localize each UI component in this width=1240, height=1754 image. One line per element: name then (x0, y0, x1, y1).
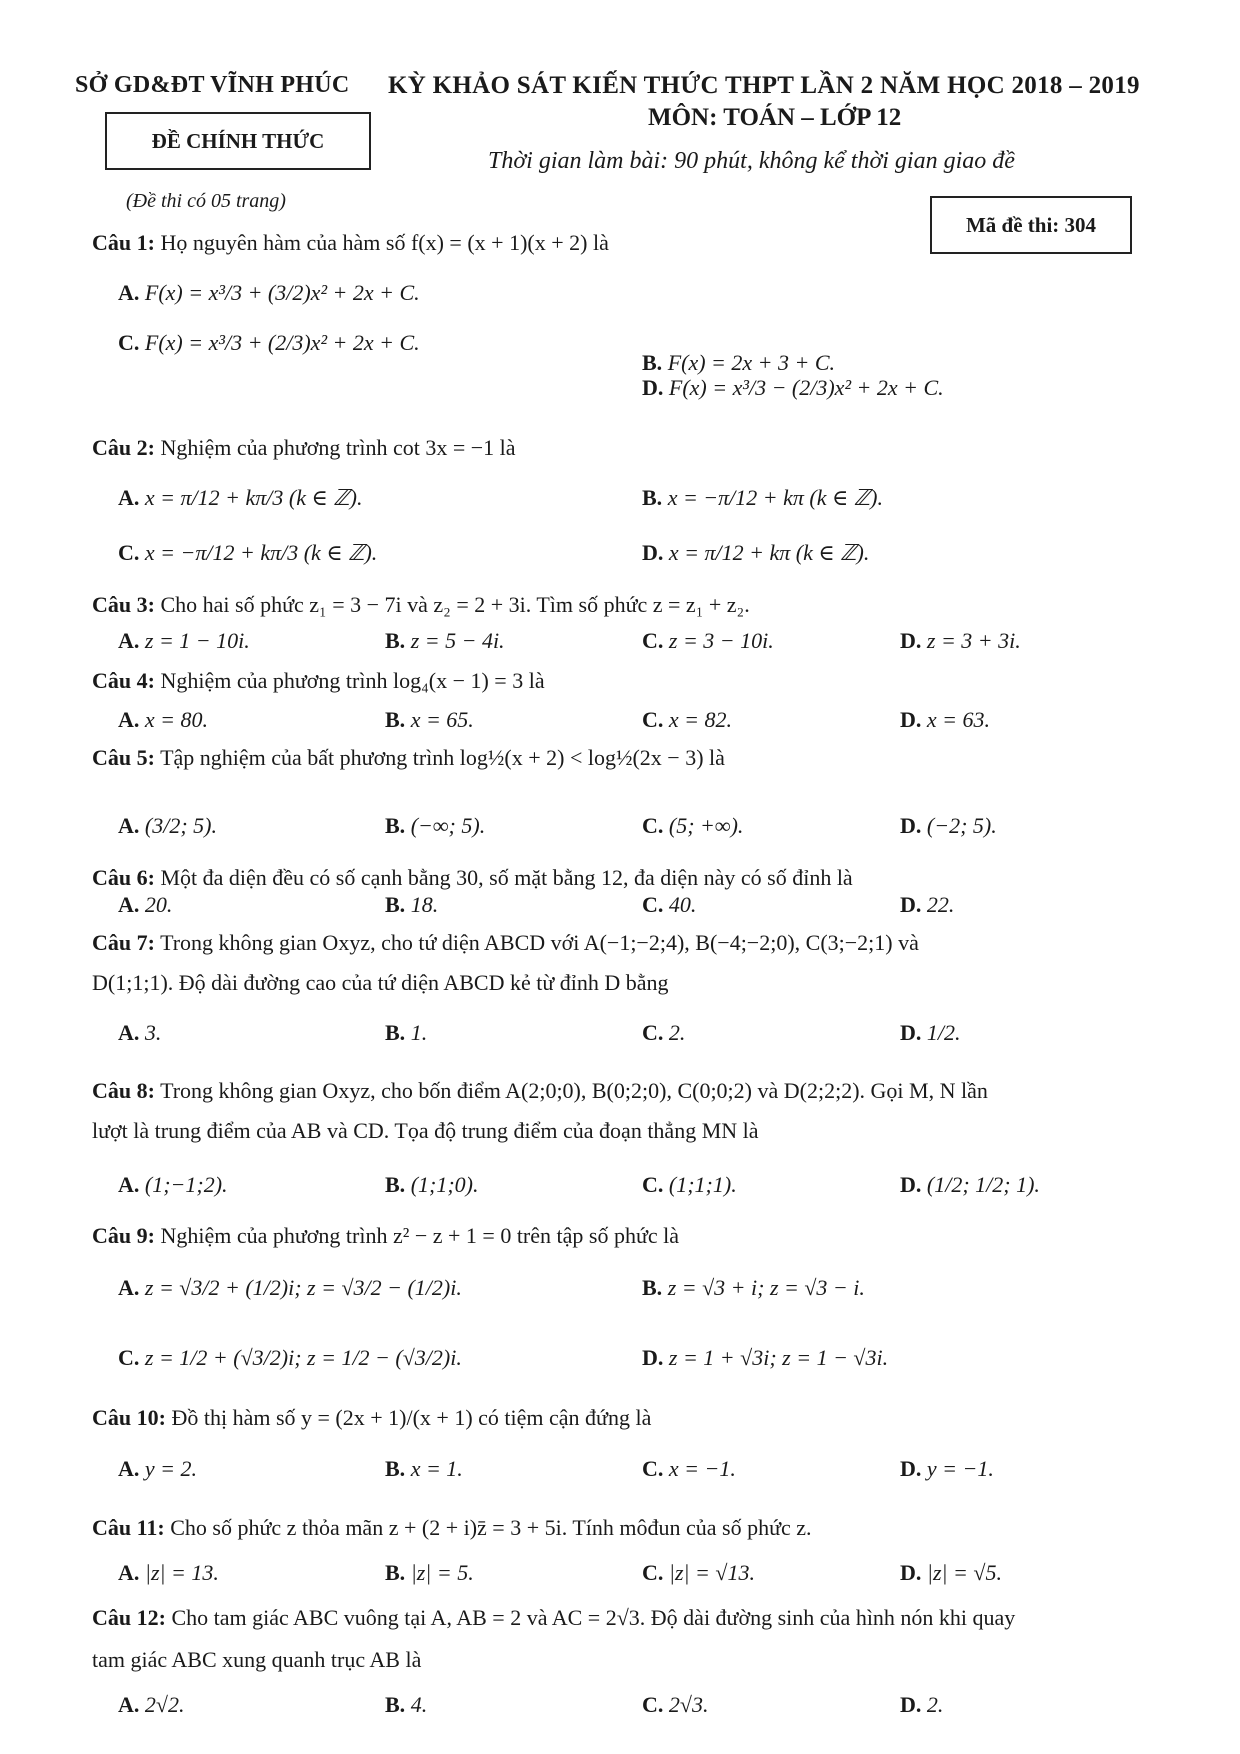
option-letter: A. (118, 1560, 140, 1585)
question-8 (92, 1078, 988, 1104)
option-text: (1;−1;2). (139, 1172, 228, 1197)
option-letter: D. (900, 628, 922, 653)
option-letter: B. (385, 1692, 406, 1717)
option-letter: A. (118, 892, 140, 917)
option-a (118, 1692, 184, 1718)
option-text: y = 2. (139, 1456, 198, 1481)
option-text: z = 1 + √3i; z = 1 − √3i. (663, 1345, 889, 1370)
option-letter: B. (642, 1275, 663, 1300)
option-c (642, 707, 732, 733)
option-letter: A. (118, 280, 140, 305)
option-c (642, 1456, 736, 1482)
option-letter: B. (385, 1456, 406, 1481)
question-3 (92, 592, 750, 618)
option-c (118, 540, 377, 566)
option-letter: C. (642, 1692, 664, 1717)
option-letter: C. (642, 1172, 664, 1197)
option-text: x = π/12 + kπ/3 (k ∈ ℤ). (139, 485, 363, 510)
option-text: (1/2; 1/2; 1). (921, 1172, 1040, 1197)
option-text: 3. (139, 1020, 162, 1045)
option-letter: A. (118, 707, 140, 732)
question-10 (92, 1405, 651, 1431)
option-text: 2√3. (663, 1692, 709, 1717)
option-b (385, 707, 474, 733)
question-label: Câu 4: (92, 668, 155, 693)
option-letter: D. (642, 375, 664, 400)
option-text: z = √3/2 + (1/2)i; z = √3/2 − (1/2)i. (139, 1275, 462, 1300)
option-text: x = −π/12 + kπ/3 (k ∈ ℤ). (139, 540, 378, 565)
option-a (118, 1560, 219, 1586)
option-letter: C. (118, 1345, 140, 1370)
option-letter: B. (385, 707, 406, 732)
option-text: z = 1 − 10i. (139, 628, 250, 653)
option-b (385, 1020, 427, 1046)
option-letter: C. (642, 628, 664, 653)
question-label: Câu 8: (92, 1078, 155, 1103)
option-a (118, 813, 217, 839)
option-letter: D. (900, 1020, 922, 1045)
option-text: x = 65. (405, 707, 474, 732)
option-letter: D. (900, 813, 922, 838)
question-11 (92, 1515, 812, 1541)
option-d (900, 1020, 961, 1046)
option-letter: C. (642, 813, 664, 838)
option-letter: B. (385, 628, 406, 653)
option-a (118, 628, 250, 654)
question-text: Trong không gian Oxyz, cho tứ diện ABCD với A(−1;−2;4), B(−4;−2;0), C(3;−2;1) và (160, 930, 919, 955)
option-text: z = √3 + i; z = √3 − i. (662, 1275, 865, 1300)
option-letter: B. (642, 350, 663, 375)
question-6 (92, 865, 853, 891)
option-a (118, 280, 420, 306)
option-c (118, 1345, 462, 1371)
option-c (642, 892, 696, 918)
option-d (900, 1172, 1040, 1198)
option-text: 1/2. (921, 1020, 961, 1045)
option-c (642, 628, 774, 654)
question-7-continued: D(1;1;1). Độ dài đường cao của tứ diện ABCD kẻ từ đỉnh D bằng (92, 970, 669, 995)
option-text: 20. (139, 892, 173, 917)
option-letter: B. (385, 1172, 406, 1197)
option-text: x = π/12 + kπ (k ∈ ℤ). (663, 540, 870, 565)
option-d (900, 707, 990, 733)
option-letter: C. (642, 892, 664, 917)
option-a (118, 707, 208, 733)
option-text: (1;1;1). (663, 1172, 737, 1197)
question-8-continued: lượt là trung điểm của AB và CD. Tọa độ trung điểm của đoạn thẳng MN là (92, 1118, 759, 1143)
question-label: Câu 9: (92, 1223, 155, 1248)
question-label: Câu 10: (92, 1405, 166, 1430)
question-text: Đồ thị hàm số y = (2x + 1)/(x + 1) có tiệm cận đứng là (171, 1405, 652, 1430)
option-b (385, 1560, 474, 1586)
question-12 (92, 1605, 1015, 1631)
option-b (642, 485, 883, 511)
option-text: 18. (405, 892, 439, 917)
option-letter: C. (118, 330, 140, 355)
option-text: 1. (405, 1020, 428, 1045)
option-text: x = −π/12 + kπ (k ∈ ℤ). (662, 485, 883, 510)
question-text: Cho số phức z thỏa mãn z + (2 + i)z̄ = 3 + 5i. Tính môđun của số phức z. (170, 1515, 812, 1540)
option-text: (1;1;0). (405, 1172, 479, 1197)
option-text: 22. (921, 892, 955, 917)
option-letter: A. (118, 1692, 140, 1717)
option-c (642, 1692, 708, 1718)
option-text: (3/2; 5). (139, 813, 217, 838)
option-letter: A. (118, 1275, 140, 1300)
question-text: Họ nguyên hàm của hàm số f(x) = (x + 1)(x + 2) là (160, 230, 609, 255)
option-d (900, 813, 997, 839)
option-text: x = −1. (663, 1456, 736, 1481)
question-label: Câu 6: (92, 865, 155, 890)
option-d (900, 1692, 943, 1718)
option-text: z = 3 − 10i. (663, 628, 774, 653)
question-text: Cho hai số phức z₁ = 3 − 7i và z₂ = 2 + 3i. Tìm số phức z = z₁ + z₂. (160, 592, 750, 617)
question-text: Một đa diện đều có số cạnh bằng 30, số mặt bằng 12, đa diện này có số đỉnh là (160, 865, 853, 890)
option-d (900, 628, 1021, 654)
option-text: F(x) = x³/3 + (2/3)x² + 2x + C. (139, 330, 420, 355)
option-letter: D. (642, 1345, 664, 1370)
option-text: |z| = 13. (139, 1560, 219, 1585)
option-letter: D. (900, 892, 922, 917)
department-name: SỞ GD&ĐT VĨNH PHÚC (75, 72, 350, 98)
option-b (385, 1692, 427, 1718)
question-text: Trong không gian Oxyz, cho bốn điểm A(2;0;0), B(0;2;0), C(0;0;2) và D(2;2;2). Gọi M, N lần (160, 1078, 988, 1103)
option-a (118, 1275, 462, 1301)
option-text: |z| = √5. (921, 1560, 1002, 1585)
option-letter: C. (642, 707, 664, 732)
option-b (385, 628, 505, 654)
option-letter: D. (642, 540, 664, 565)
option-letter: B. (642, 485, 663, 510)
option-letter: B. (385, 1020, 406, 1045)
question-5 (92, 745, 725, 771)
question-text: Nghiệm của phương trình log₄(x − 1) = 3 là (160, 668, 545, 693)
option-letter: C. (118, 540, 140, 565)
option-d (642, 1345, 888, 1371)
option-text: 2√2. (139, 1692, 185, 1717)
option-letter: A. (118, 628, 140, 653)
option-text: |z| = 5. (405, 1560, 474, 1585)
option-a (118, 485, 362, 511)
option-letter: A. (118, 813, 140, 838)
option-text: z = 3 + 3i. (921, 628, 1021, 653)
option-c (642, 1560, 755, 1586)
option-c (642, 1172, 737, 1198)
option-text: z = 1/2 + (√3/2)i; z = 1/2 − (√3/2)i. (139, 1345, 462, 1370)
option-letter: B. (385, 892, 406, 917)
exam-title: KỲ KHẢO SÁT KIẾN THỨC THPT LẦN 2 NĂM HỌC 2018 – 2019 (388, 72, 1140, 99)
official-label: ĐỀ CHÍNH THỨC (151, 128, 325, 153)
option-letter: A. (118, 1456, 140, 1481)
option-b (385, 892, 438, 918)
option-letter: B. (385, 813, 406, 838)
question-text: Nghiệm của phương trình z² − z + 1 = 0 trên tập số phức là (160, 1223, 680, 1248)
option-b (385, 1172, 479, 1198)
option-text: x = 1. (405, 1456, 463, 1481)
question-text: Cho tam giác ABC vuông tại A, AB = 2 và AC = 2√3. Độ dài đường sinh của hình nón khi quay (171, 1605, 1016, 1630)
option-d (900, 1560, 1002, 1586)
option-d (642, 540, 869, 566)
option-letter: C. (642, 1560, 664, 1585)
question-text: Tập nghiệm của bất phương trình log½(x + 2) < log½(2x − 3) là (160, 745, 725, 770)
option-letter: A. (118, 485, 140, 510)
option-text: x = 80. (139, 707, 209, 732)
option-text: F(x) = x³/3 − (2/3)x² + 2x + C. (663, 375, 944, 400)
option-text: F(x) = x³/3 + (3/2)x² + 2x + C. (139, 280, 420, 305)
option-text: 4. (405, 1692, 428, 1717)
option-text: 40. (663, 892, 697, 917)
option-letter: D. (900, 707, 922, 732)
option-b (385, 813, 485, 839)
option-letter: C. (642, 1020, 664, 1045)
option-letter: D. (900, 1172, 922, 1197)
option-d (900, 1456, 994, 1482)
question-label: Câu 2: (92, 435, 155, 460)
option-b (642, 1275, 865, 1301)
option-text: 2. (921, 1692, 944, 1717)
option-a (118, 1172, 228, 1198)
option-d (900, 892, 954, 918)
official-exam-box (105, 112, 371, 170)
option-text: (−∞; 5). (405, 813, 486, 838)
time-note: Thời gian làm bài: 90 phút, không kể thời gian giao đề (488, 148, 1015, 174)
option-d (642, 375, 944, 401)
option-letter: D. (900, 1456, 922, 1481)
question-7 (92, 930, 919, 956)
option-a (118, 1020, 161, 1046)
option-text: x = 82. (663, 707, 733, 732)
question-2 (92, 435, 516, 461)
option-c (642, 1020, 685, 1046)
option-letter: C. (642, 1456, 664, 1481)
question-label: Câu 11: (92, 1515, 165, 1540)
option-text: |z| = √13. (663, 1560, 755, 1585)
pages-note: (Đề thi có 05 trang) (126, 190, 286, 212)
option-text: x = 63. (921, 707, 991, 732)
question-text: Nghiệm của phương trình cot 3x = −1 là (160, 435, 516, 460)
option-letter: B. (385, 1560, 406, 1585)
option-text: (−2; 5). (921, 813, 997, 838)
question-1 (92, 230, 609, 256)
option-text: (5; +∞). (663, 813, 744, 838)
option-letter: A. (118, 1172, 140, 1197)
option-a (118, 1456, 197, 1482)
question-9 (92, 1223, 679, 1249)
subject-title: MÔN: TOÁN – LỚP 12 (648, 104, 902, 131)
option-text: 2. (663, 1020, 686, 1045)
option-c (118, 330, 420, 356)
question-4 (92, 668, 545, 694)
option-c (642, 813, 743, 839)
option-text: F(x) = 2x + 3 + C. (662, 350, 836, 375)
option-b (385, 1456, 463, 1482)
question-label: Câu 5: (92, 745, 155, 770)
exam-code-box (930, 196, 1132, 254)
option-text: y = −1. (921, 1456, 994, 1481)
option-letter: A. (118, 1020, 140, 1045)
question-label: Câu 7: (92, 930, 155, 955)
option-a (118, 892, 172, 918)
question-label: Câu 3: (92, 592, 155, 617)
option-letter: D. (900, 1560, 922, 1585)
option-letter: D. (900, 1692, 922, 1717)
option-text: z = 5 − 4i. (405, 628, 505, 653)
question-12-continued: tam giác ABC xung quanh trục AB là (92, 1647, 422, 1672)
question-label: Câu 12: (92, 1605, 166, 1630)
question-label: Câu 1: (92, 230, 155, 255)
exam-code: Mã đề thi: 304 (965, 212, 1097, 237)
option-b (642, 350, 835, 376)
